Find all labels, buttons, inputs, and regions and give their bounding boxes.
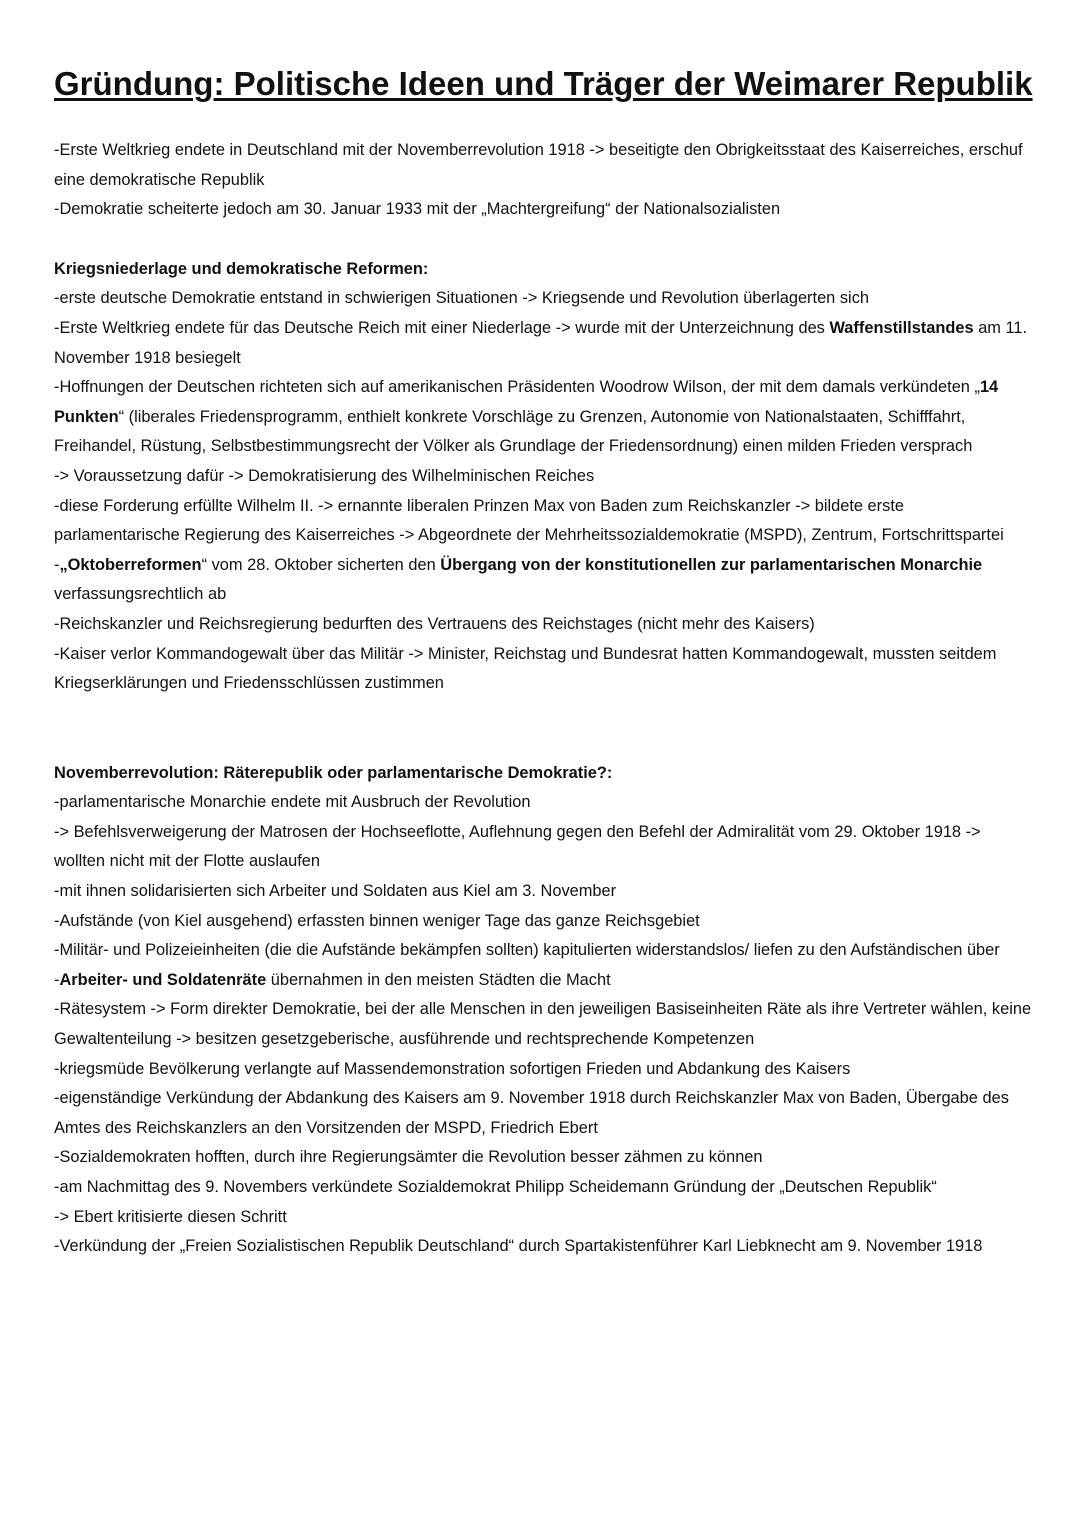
bullet-paragraph: -parlamentarische Monarchie endete mit Ausbruch der Revolution: [54, 793, 531, 812]
bullet-paragraph: -Verkündung der „Freien Sozialistischen Republik Deutschland“ durch Spartakistenführer Karl Liebknecht am 9. November 1918: [54, 1237, 983, 1256]
bullet-paragraph: -Aufstände (von Kiel ausgehend) erfassten binnen weniger Tage das ganze Reichsgebiet: [54, 911, 700, 930]
bullet-paragraph: -erste deutsche Demokratie entstand in schwierigen Situationen -> Kriegsende und Revolution überlagerten sich: [54, 289, 870, 308]
intro-section: [54, 136, 1034, 225]
section-heading: Novemberrevolution: Räterepublik oder parlamentarische Demokratie?:: [54, 763, 613, 782]
bullet-paragraph: -eigenständige Verkündung der Abdankung des Kaisers am 9. November 1918 durch Reichskanzler Max von Baden, Übergabe des Amtes des Reichskanzlers an den Vorsitzenden der MSPD, Friedrich Ebert: [54, 1089, 1009, 1137]
bullet-paragraph: -am Nachmittag des 9. Novembers verkündete Sozialdemokrat Philipp Scheidemann Gründung der „Deutschen Republik“: [54, 1178, 937, 1196]
bold-term: Arbeiter- und Soldatenräte: [59, 970, 267, 989]
bullet-paragraph: -Hoffnungen der Deutschen richteten sich auf amerikanischen Präsidenten Woodrow Wilson, der mit dem damals verkündeten „14 Punkten“ (liberales Friedensprogramm, enthielt konkrete Vorschläge zu Grenzen, Autonomie von Nationalstaaten, Schifffahrt, Freihandel, Rüstung, Selbstbestimmungsrecht der Völker als Grundlage der Friedensordnung) einen milden Frieden versprach: [54, 378, 999, 456]
bullet-paragraph: -Arbeiter- und Soldatenräte übernahmen in den meisten Städten die Macht: [54, 970, 611, 989]
bullet-paragraph: -Rätesystem -> Form direkter Demokratie, bei der alle Menschen in den jeweiligen Basiseinheiten Räte als ihre Vertreter wählen, keine Gewaltenteilung -> besitzen gesetzgeberische, ausführende und rechtsprechende Kompetenzen: [54, 1000, 1032, 1049]
bold-term: Waffenstillstandes: [829, 318, 974, 337]
intro-paragraph-2: -Demokratie scheiterte jedoch am 30. Januar 1933 mit der „Machtergreifung“ der Nationalsozialisten: [54, 200, 781, 219]
bullet-paragraph: -kriegsmüde Bevölkerung verlangte auf Massendemonstration sofortigen Frieden und Abdankung des Kaisers: [54, 1059, 851, 1078]
section-novemberrevolution: [54, 759, 1034, 1262]
document-page: [54, 65, 1034, 1262]
bullet-paragraph: -diese Forderung erfüllte Wilhelm II. -> ernannte liberalen Prinzen Max von Baden zum Reichskanzler -> bildete erste parlamentarische Regierung des Kaiserreiches -> Abgeordnete der Mehrheitssozialdemokratie (MSPD), Zentrum, Fortschrittspartei: [54, 496, 1004, 545]
bullet-paragraph: -Erste Weltkrieg endete für das Deutsche Reich mit einer Niederlage -> wurde mit der Unterzeichnung des Waffenstillstandes am 11. November 1918 besiegelt: [54, 318, 1028, 367]
bold-term: 14 Punkten: [54, 378, 999, 426]
bullet-paragraph: -> Ebert kritisierte diesen Schritt: [54, 1207, 287, 1226]
bold-term: „Oktoberreformen: [59, 555, 202, 574]
section-heading: Kriegsniederlage und demokratische Reformen:: [54, 259, 429, 278]
bullet-paragraph: -„Oktoberreformen“ vom 28. Oktober sicherten den Übergang von der konstitutionellen zur parlamentarischen Monarchie verfassungsrechtlich ab: [54, 555, 983, 604]
bullet-paragraph: -> Voraussetzung dafür -> Demokratisierung des Wilhelminischen Reiches: [54, 466, 595, 485]
intro-paragraph-1: -Erste Weltkrieg endete in Deutschland mit der Novemberrevolution 1918 -> beseitigte den Obrigkeitsstaat des Kaiserreiches, erschuf eine demokratische Republik: [54, 141, 1023, 189]
bullet-paragraph: -Militär- und Polizeieinheiten (die die Aufstände bekämpfen sollten) kapitulierten widerstandslos/ liefen zu den Aufständischen über: [54, 941, 1000, 960]
document-title: Gründung: Politische Ideen und Träger der Weimarer Republik: [54, 65, 1033, 102]
bullet-paragraph: -Kaiser verlor Kommandogewalt über das Militär -> Minister, Reichstag und Bundesrat hatten Kommandogewalt, mussten seitdem Kriegserklärungen und Friedensschlüssen zustimmen: [54, 644, 997, 693]
bold-term: Übergang von der konstitutionellen zur parlamentarischen Monarchie: [440, 555, 983, 574]
bullet-paragraph: -Reichskanzler und Reichsregierung bedurften des Vertrauens des Reichstages (nicht mehr des Kaisers): [54, 614, 815, 633]
bullet-paragraph: -Sozialdemokraten hofften, durch ihre Regierungsämter die Revolution besser zähmen zu können: [54, 1148, 763, 1167]
bullet-paragraph: -mit ihnen solidarisierten sich Arbeiter und Soldaten aus Kiel am 3. November: [54, 882, 617, 901]
section-kriegsniederlage: [54, 255, 1034, 699]
bullet-paragraph: -> Befehlsverweigerung der Matrosen der Hochseeflotte, Auflehnung gegen den Befehl der Admiralität vom 29. Oktober 1918 -> wollten nicht mit der Flotte auslaufen: [54, 822, 981, 871]
